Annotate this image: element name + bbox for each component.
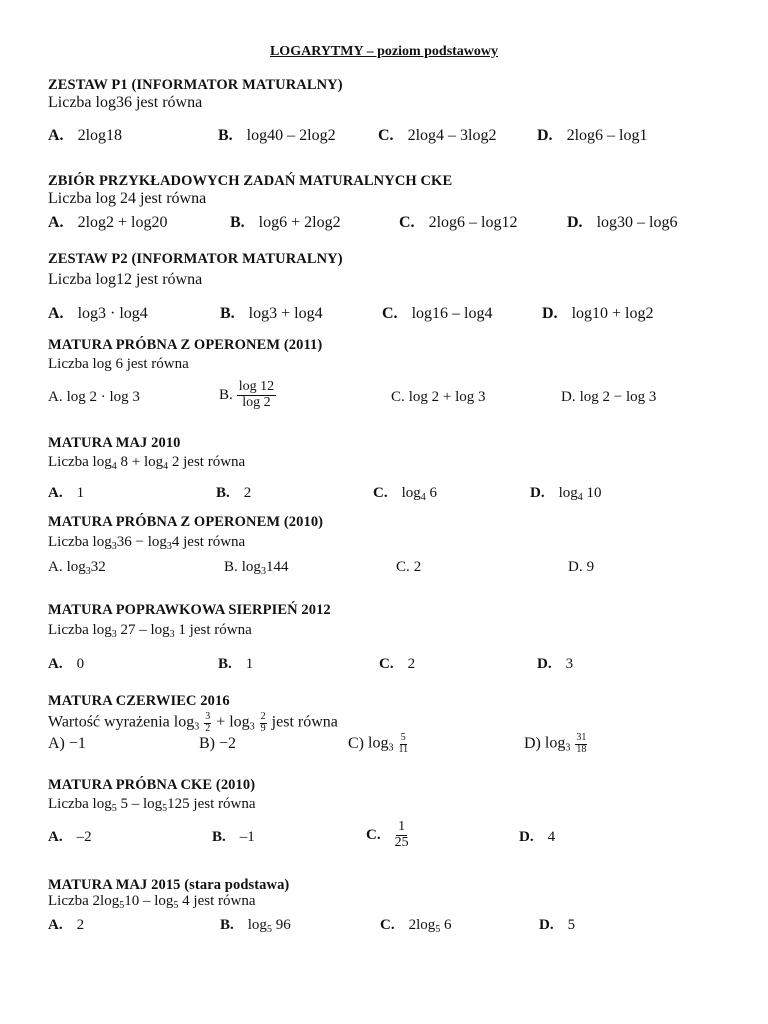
- answer-c: [366, 820, 409, 850]
- answer-value: log: [558, 485, 578, 501]
- fraction-numerator: 5: [400, 732, 406, 743]
- answer-value: 2log: [408, 917, 436, 933]
- section-heading: MATURA MAJ 2015 (stara podstawa): [48, 877, 290, 893]
- answer-d: [524, 733, 588, 755]
- question-part: 27 – log: [120, 622, 170, 638]
- answer-label: C.: [373, 485, 388, 501]
- log-base: 3: [260, 566, 266, 577]
- log-base: 4: [163, 461, 169, 472]
- answer-value: log: [66, 559, 86, 575]
- answer-value: log30 – log6: [596, 214, 678, 231]
- answer-value: 2log6 – log1: [566, 127, 648, 144]
- answer-c: [380, 917, 452, 935]
- answer-value: 2log18: [77, 127, 123, 144]
- answer-value: log40 – 2log2: [246, 127, 336, 144]
- answer-label: D.: [567, 214, 583, 231]
- answer-value: log 2 · log 3: [66, 389, 140, 405]
- log-base: 3: [388, 742, 394, 754]
- answer-value: 2: [413, 559, 422, 575]
- answer-d: [567, 214, 677, 232]
- answer-a: [48, 305, 148, 323]
- answer-label: C.: [396, 559, 410, 575]
- answer-value: log: [241, 559, 261, 575]
- fraction-denominator: log 2: [242, 394, 271, 410]
- answer-label: D): [524, 734, 541, 752]
- answer-b: [199, 735, 236, 753]
- log-base: 5: [119, 900, 125, 911]
- section-heading: MATURA POPRAWKOWA SIERPIEŃ 2012: [48, 602, 331, 618]
- answer-value: 2log2 + log20: [77, 214, 168, 231]
- answer-value: –1: [239, 829, 255, 845]
- answer-label: C.: [380, 917, 395, 933]
- answer-label: B.: [219, 386, 233, 403]
- question-text: [48, 534, 245, 552]
- answer-b: [220, 305, 323, 323]
- answer-value: –2: [76, 829, 92, 845]
- answer-label: D.: [539, 917, 554, 933]
- answer-label: B.: [216, 485, 230, 501]
- answer-value: 6: [444, 917, 452, 933]
- answer-a: [48, 485, 84, 502]
- question-part: Liczba log: [48, 796, 112, 812]
- log-base: 3: [111, 629, 117, 640]
- answer-a: [48, 214, 167, 232]
- question-part: 4 jest równa: [182, 893, 256, 909]
- answer-label: D.: [561, 389, 576, 405]
- fraction: [395, 820, 409, 850]
- question-part: Wartość wyrażenia log: [48, 713, 195, 731]
- answer-b: [212, 829, 255, 846]
- answer-a: [48, 127, 122, 145]
- answer-d: [537, 127, 647, 145]
- answer-value: 144: [265, 559, 289, 575]
- log-base: 4: [577, 492, 583, 503]
- section-heading: ZESTAW P2 (INFORMATOR MATURALNY): [48, 251, 343, 267]
- answer-value: log: [544, 734, 566, 752]
- question-part: 5 – log: [120, 796, 163, 812]
- answer-d: [539, 917, 575, 934]
- answer-label: B.: [220, 305, 235, 322]
- fraction: [204, 712, 211, 734]
- answer-value: 2log4 – 3log2: [407, 127, 497, 144]
- log-base: 3: [166, 541, 172, 552]
- section-heading: MATURA PRÓBNA Z OPERONEM (2010): [48, 514, 324, 530]
- answer-value: −2: [219, 735, 237, 752]
- answer-value: 2: [243, 485, 252, 501]
- answer-d: [542, 305, 653, 323]
- log-base: 4: [111, 461, 117, 472]
- log-base: 5: [162, 803, 168, 814]
- question-text: Liczba log12 jest równa: [48, 271, 203, 288]
- answer-a: [48, 559, 106, 577]
- question-text: [48, 712, 338, 734]
- answer-value: 96: [275, 917, 291, 933]
- answer-value: 10: [586, 485, 602, 501]
- fraction: [398, 733, 408, 755]
- answer-value: log16 – log4: [411, 305, 493, 322]
- log-base: 3: [169, 629, 175, 640]
- answer-b: [218, 127, 336, 145]
- answer-label: B.: [218, 656, 232, 672]
- answer-value: log3 · log4: [77, 305, 148, 322]
- log-base: 5: [173, 900, 179, 911]
- answer-label: B.: [220, 917, 234, 933]
- answer-label: A.: [48, 485, 63, 501]
- question-part: 36 − log: [116, 534, 167, 550]
- answer-value: log 2 + log 3: [408, 389, 486, 405]
- question-text: [48, 454, 245, 472]
- answer-label: C.: [366, 826, 381, 843]
- question-text: [48, 622, 252, 640]
- answer-value: log: [401, 485, 421, 501]
- answer-label: B.: [218, 127, 233, 144]
- answer-value: log 2 − log 3: [579, 389, 657, 405]
- fraction-numerator: 1: [398, 819, 406, 834]
- section-heading: MATURA CZERWIEC 2016: [48, 693, 230, 709]
- answer-value: 3: [565, 656, 574, 672]
- answer-value: 32: [90, 559, 106, 575]
- question-part: 2 jest równa: [171, 454, 246, 470]
- answer-c: [396, 559, 421, 576]
- question-text: [48, 796, 255, 814]
- answer-label: B.: [224, 559, 238, 575]
- answer-value: log6 + 2log2: [258, 214, 341, 231]
- answer-c: [373, 485, 437, 503]
- question-part: 125 jest równa: [167, 796, 256, 812]
- section-heading: ZESTAW P1 (INFORMATOR MATURALNY): [48, 77, 343, 93]
- answer-value: log: [247, 917, 267, 933]
- answer-label: A.: [48, 214, 64, 231]
- answer-b: [230, 214, 341, 232]
- question-part: Liczba log: [48, 622, 112, 638]
- answer-value: 2log6 – log12: [428, 214, 518, 231]
- answer-label: C.: [391, 389, 405, 405]
- section-heading: MATURA PRÓBNA CKE (2010): [48, 777, 256, 793]
- answer-label: A.: [48, 829, 63, 845]
- section-heading: ZBIÓR PRZYKŁADOWYCH ZADAŃ MATURALNYCH CKE: [48, 173, 453, 189]
- answer-value: −1: [68, 735, 86, 752]
- question-part: jest równa: [271, 713, 338, 731]
- answer-label: A.: [48, 305, 64, 322]
- log-base: 5: [435, 924, 441, 935]
- question-part: Liczba log: [48, 454, 112, 470]
- answer-label: A): [48, 735, 65, 752]
- answer-label: D.: [537, 656, 552, 672]
- log-base: 3: [249, 721, 255, 733]
- answer-c: [378, 127, 496, 145]
- fraction-denominator: 18: [576, 743, 587, 755]
- answer-label: A.: [48, 656, 63, 672]
- log-base: 4: [420, 492, 426, 503]
- answer-label: D.: [530, 485, 545, 501]
- question-part: Liczba log: [48, 534, 112, 550]
- answer-label: A.: [48, 917, 63, 933]
- answer-c: [391, 389, 486, 406]
- fraction: [575, 733, 587, 755]
- answer-c: [348, 733, 409, 755]
- question-part: 4 jest równa: [171, 534, 246, 550]
- answer-d: [530, 485, 602, 503]
- answer-b: [224, 559, 288, 577]
- section-heading: MATURA PRÓBNA Z OPERONEM (2011): [48, 337, 323, 353]
- answer-label: D.: [537, 127, 553, 144]
- answer-d: [568, 559, 594, 576]
- fraction-denominator: 2: [205, 722, 211, 734]
- answer-d: [537, 656, 573, 673]
- question-part: 1 jest równa: [178, 622, 252, 638]
- question-text: [48, 893, 255, 911]
- answer-value: 4: [547, 829, 556, 845]
- log-base: 3: [565, 742, 571, 754]
- answer-c: [379, 656, 415, 673]
- answer-a: [48, 917, 84, 934]
- fraction-numerator: log 12: [238, 379, 275, 394]
- question-part: Liczba 2log: [48, 893, 120, 909]
- answer-label: B.: [230, 214, 245, 231]
- answer-value: 9: [586, 559, 595, 575]
- question-part: 10 – log: [124, 893, 174, 909]
- answer-value: log: [368, 734, 389, 752]
- answer-b: [220, 917, 291, 935]
- question-text: Liczba log 24 jest równa: [48, 190, 207, 207]
- fraction-denominator: 9: [260, 722, 266, 734]
- answer-label: A.: [48, 559, 63, 575]
- answer-value: 2: [76, 917, 85, 933]
- answer-a: [48, 735, 86, 753]
- answer-value: log10 + log2: [571, 305, 654, 322]
- answer-label: D.: [519, 829, 534, 845]
- log-base: 5: [266, 924, 272, 935]
- log-base: 3: [85, 566, 91, 577]
- answer-value: 2: [407, 656, 416, 672]
- answer-d: [561, 389, 656, 406]
- fraction: [260, 712, 267, 734]
- fraction-numerator: 31: [576, 732, 587, 743]
- log-base: 3: [111, 541, 117, 552]
- answer-label: D.: [568, 559, 583, 575]
- answer-label: B.: [212, 829, 226, 845]
- answer-label: C.: [399, 214, 415, 231]
- fraction-numerator: 3: [205, 711, 211, 722]
- answer-label: A.: [48, 127, 64, 144]
- fraction: [237, 380, 276, 410]
- answer-value: 6: [429, 485, 438, 501]
- answer-b: [219, 380, 276, 410]
- answer-a: [48, 656, 84, 673]
- answer-value: 0: [76, 656, 85, 672]
- question-text: Liczba log36 jest równa: [48, 94, 203, 111]
- section-heading: MATURA MAJ 2010: [48, 435, 181, 451]
- question-part: 8 + log: [120, 454, 164, 470]
- answer-b: [216, 485, 251, 502]
- answer-label: B): [199, 735, 215, 752]
- answer-value: 1: [76, 485, 85, 501]
- answer-label: C.: [379, 656, 394, 672]
- answer-a: [48, 829, 92, 846]
- answer-a: [48, 389, 140, 406]
- question-part: + log: [216, 713, 250, 731]
- answer-value: log3 + log4: [248, 305, 323, 322]
- fraction-denominator: 11: [398, 743, 409, 755]
- log-base: 5: [111, 803, 117, 814]
- answer-c: [399, 214, 517, 232]
- log-base: 3: [194, 721, 200, 733]
- fraction-denominator: 25: [394, 834, 409, 850]
- answer-label: A.: [48, 389, 63, 405]
- question-text: Liczba log 6 jest równa: [48, 356, 189, 372]
- answer-b: [218, 656, 253, 673]
- answer-value: 1: [245, 656, 254, 672]
- answer-label: D.: [542, 305, 558, 322]
- answer-d: [519, 829, 555, 846]
- answer-value: 5: [567, 917, 576, 933]
- fraction-numerator: 2: [260, 711, 266, 722]
- answer-label: C.: [378, 127, 394, 144]
- answer-label: C): [348, 734, 364, 752]
- page-title: LOGARYTMY – poziom podstawowy: [269, 44, 499, 59]
- answer-label: C.: [382, 305, 398, 322]
- answer-c: [382, 305, 492, 323]
